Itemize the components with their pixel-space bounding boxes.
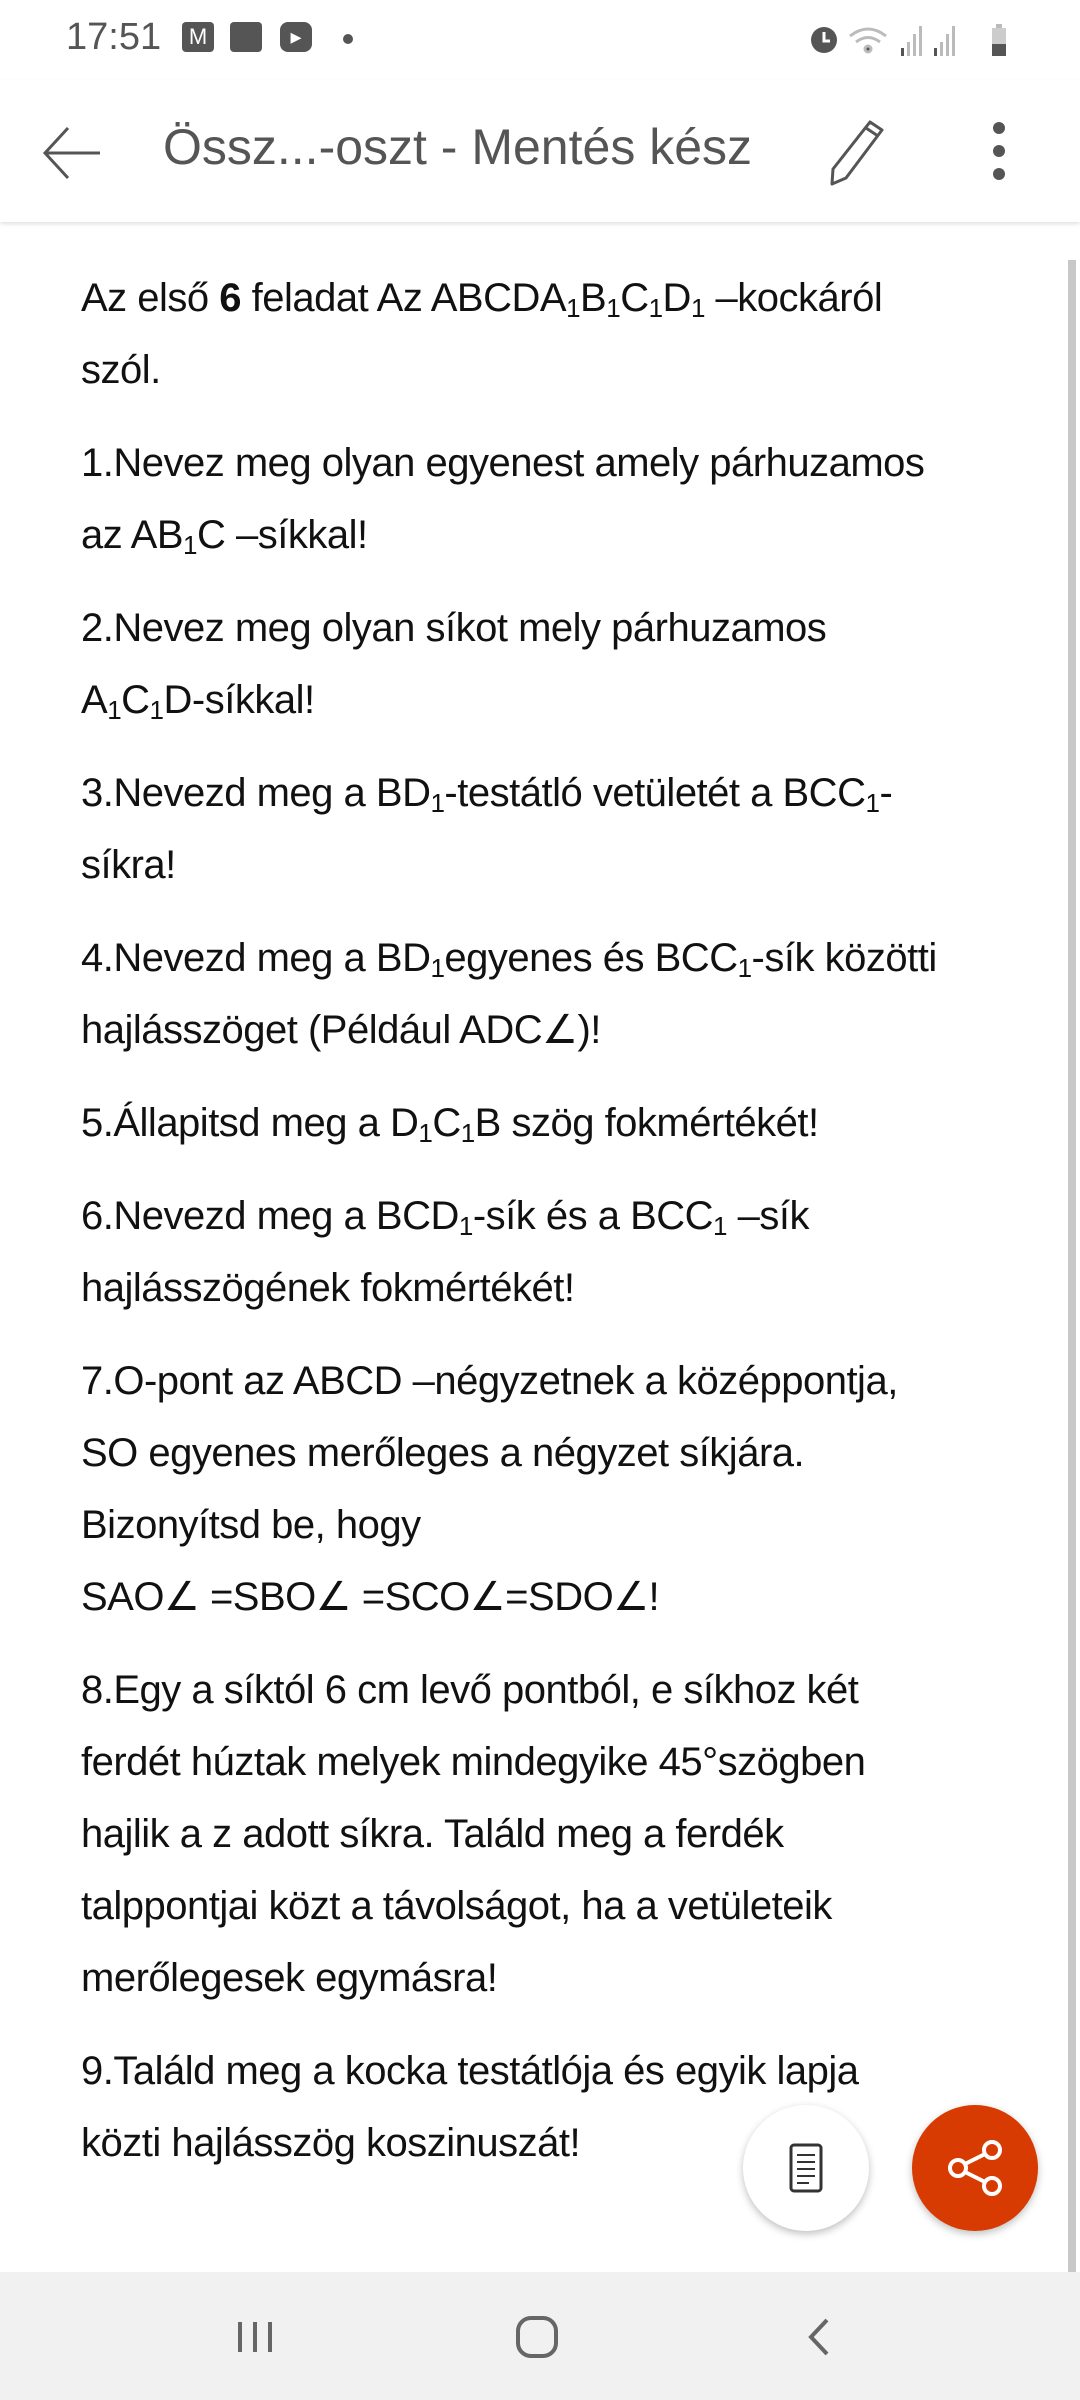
text-line [81, 757, 1051, 829]
question-paragraph [81, 1180, 1051, 1324]
text-run: Bizonyítsd be, hogy [81, 1503, 421, 1547]
text-run: B [580, 276, 607, 320]
share-icon [912, 2105, 1038, 2231]
subscript: 1 [865, 788, 880, 818]
question-paragraph [81, 2035, 1051, 2179]
text-line [81, 994, 1051, 1066]
text-line [81, 334, 1051, 406]
text-run: -sík és a BCC [472, 1194, 714, 1238]
text-line [81, 262, 1051, 334]
text-line [81, 1798, 1051, 1870]
arrow-left-icon[interactable] [40, 120, 106, 186]
text-run: SO egyenes merőleges a négyzet síkjára. [81, 1431, 805, 1475]
text-run: az AB [81, 513, 184, 557]
text-line [81, 1654, 1051, 1726]
status-time: 17:51 [66, 16, 162, 58]
question-paragraph [81, 427, 1051, 571]
text-run: 2.Nevez meg olyan síkot mely párhuzamos [81, 606, 827, 650]
text-run: C [121, 678, 150, 722]
question-paragraph [81, 592, 1051, 736]
text-line [81, 664, 1051, 736]
text-line [81, 2035, 1051, 2107]
gmail-icon: M [182, 22, 214, 52]
document-content [81, 262, 1051, 2200]
share-button[interactable] [912, 2105, 1038, 2231]
text-run: 7.O-pont az ABCD –négyzetnek a középpontja, [81, 1359, 898, 1403]
alarm-icon [811, 27, 837, 53]
recent-apps-icon[interactable] [220, 2302, 290, 2372]
more-vertical-icon[interactable] [980, 122, 1018, 182]
text-run: SAO∠ =SBO∠ =SCO∠=SDO∠! [81, 1575, 660, 1619]
home-icon[interactable] [502, 2302, 572, 2372]
text-run: A [81, 678, 108, 722]
text-run: - [879, 771, 893, 815]
youtube-icon: ▸ [280, 22, 312, 52]
back-icon[interactable] [785, 2302, 855, 2372]
text-run: C –síkkal! [196, 513, 368, 557]
text-line [81, 1087, 1051, 1159]
text-run: 6.Nevezd meg a BCD [81, 1194, 459, 1238]
text-run: D [662, 276, 691, 320]
document-title: Össz...-oszt - Mentés kész [163, 119, 753, 175]
subscript: 1 [460, 1118, 475, 1148]
subscript: 1 [149, 695, 164, 725]
text-run: C [620, 276, 649, 320]
text-run: 9.Találd meg a kocka testátlója és egyik lapja [81, 2049, 859, 2093]
text-line [81, 1417, 1051, 1489]
text-run: 3.Nevezd meg a BD [81, 771, 431, 815]
reading-view-button[interactable] [743, 2105, 869, 2231]
text-run: talppontjai közt a távolságot, ha a vetületeik [81, 1884, 832, 1928]
text-line [81, 1345, 1051, 1417]
text-run: Az első [81, 276, 220, 320]
subscript: 1 [418, 1118, 433, 1148]
question-paragraph [81, 262, 1051, 406]
text-line [81, 1180, 1051, 1252]
signal-icon [934, 26, 955, 56]
subscript: 1 [430, 788, 445, 818]
wifi-icon [850, 29, 886, 52]
pencil-icon[interactable] [818, 116, 888, 186]
question-paragraph [81, 757, 1051, 901]
status-bar [0, 0, 1080, 80]
text-run: ferdét húztak melyek mindegyike 45°szögben [81, 1740, 866, 1784]
question-paragraph [81, 922, 1051, 1066]
subscript: 1 [606, 293, 621, 323]
text-run: –sík [727, 1194, 809, 1238]
text-run: közti hajlásszög koszinuszát! [81, 2121, 581, 2165]
subscript: 1 [737, 953, 752, 983]
text-line [81, 1489, 1051, 1561]
text-line [81, 2107, 1051, 2179]
text-line [81, 592, 1051, 664]
text-line [81, 427, 1051, 499]
scrollbar[interactable] [1068, 260, 1076, 2272]
subscript: 1 [566, 293, 581, 323]
question-paragraph [81, 1345, 1051, 1633]
signal-icon [901, 26, 922, 56]
app-bar [0, 80, 1080, 222]
text-run: hajlásszöget (Például ADC∠)! [81, 1008, 601, 1052]
text-line [81, 1942, 1051, 2014]
text-run: merőlegesek egymásra! [81, 1956, 498, 2000]
text-line [81, 922, 1051, 994]
text-run: -testátló vetületét a BCC [444, 771, 866, 815]
text-run: B szög fokmértékét! [474, 1101, 819, 1145]
text-run: -sík közötti [751, 936, 937, 980]
reading-view-icon [743, 2105, 869, 2231]
text-run: 6 [219, 276, 242, 320]
question-paragraph [81, 1654, 1051, 2014]
text-run: D-síkkal! [163, 678, 315, 722]
text-run: szól. [81, 348, 161, 392]
text-line [81, 829, 1051, 901]
question-paragraph [81, 1087, 1051, 1159]
text-line [81, 1252, 1051, 1324]
text-line [81, 1561, 1051, 1633]
text-run: 1.Nevez meg olyan egyenest amely párhuzamos [81, 441, 925, 485]
text-line [81, 1870, 1051, 1942]
subscript: 1 [430, 953, 445, 983]
subscript: 1 [183, 530, 197, 560]
text-run: hajlik a z adott síkra. Találd meg a ferdék [81, 1812, 784, 1856]
subscript: 1 [458, 1211, 473, 1241]
subscript: 1 [690, 293, 705, 323]
subscript: 1 [648, 293, 663, 323]
text-run: 5.Állapitsd meg a D [81, 1101, 419, 1145]
battery-icon [992, 24, 1006, 56]
status-right-icons [806, 20, 1016, 58]
text-run: C [432, 1101, 461, 1145]
subscript: 1 [107, 695, 122, 725]
text-line [81, 1726, 1051, 1798]
notification-dot [343, 34, 353, 44]
text-run: egyenes és BCC [444, 936, 738, 980]
text-line [81, 499, 1051, 571]
navigation-bar [0, 2272, 1080, 2400]
text-run: –kockáról [704, 276, 883, 320]
subscript: 1 [713, 1211, 727, 1241]
text-run: hajlásszögének fokmértékét! [81, 1266, 575, 1310]
gallery-icon [230, 22, 262, 52]
text-run: 8.Egy a síktól 6 cm levő pontból, e síkhoz két [81, 1668, 859, 1712]
text-run: feladat Az ABCDA [241, 276, 567, 320]
text-run: 4.Nevezd meg a BD [81, 936, 431, 980]
text-run: síkra! [81, 843, 176, 887]
